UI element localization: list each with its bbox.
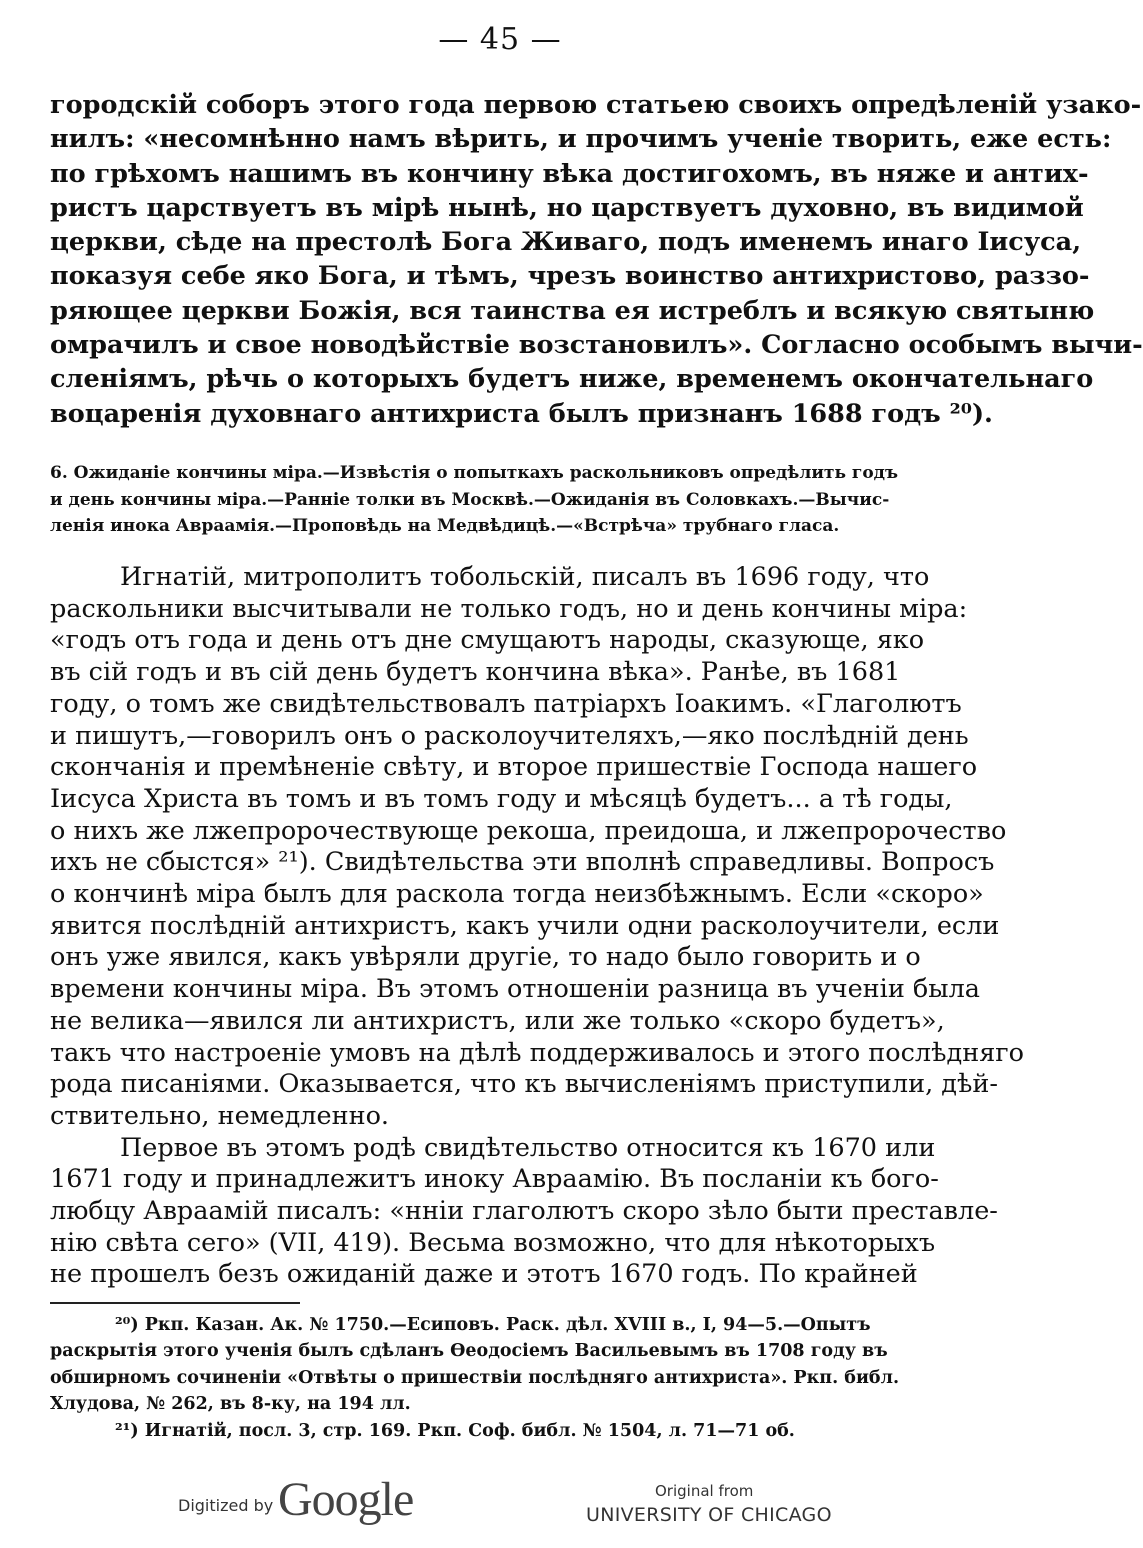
text-line: Іисуса Христа въ томъ и въ томъ году и мѣсяцѣ будетъ... а тѣ годы, [50, 783, 953, 814]
text-line: показуя себе яко Бога, и тѣмъ, чрезъ воинство антихристово, раззо- [50, 261, 1090, 292]
text-line: омрачилъ и свое новодѣйствіе возстановилъ». Согласно особымъ вычи- [50, 330, 1143, 361]
text-line: воцаренія духовнаго антихриста былъ признанъ 1688 годъ ²⁰). [50, 398, 993, 429]
text-line: рода писаніями. Оказывается, что къ вычисленіямъ приступили, дѣй- [50, 1069, 998, 1100]
text-line: о нихъ же лжепророчествующе рекоша, преидоша, и лжепророчество [50, 815, 1007, 846]
text-line: скончанія и премѣненіе свѣту, и второе пришествіе Господа нашего [50, 752, 978, 783]
text-line: городскій соборъ этого года первою статьею своихъ опредѣленій узако- [50, 90, 1142, 120]
text-line: и пишутъ,—говорилъ онъ о расколоучителяхъ,—яко послѣдній день [50, 720, 969, 751]
text-line: онъ уже явился, какъ увѣряли другіе, то надо было говорить и о [50, 942, 921, 973]
body-text [50, 562, 1025, 1291]
digitization-footer [0, 1470, 1000, 1540]
text-line: по грѣхомъ нашимъ въ кончину вѣка достигохомъ, въ няже и антих- [50, 158, 1089, 189]
heading-line: ленія инока Авраамія.—Проповѣдь на Медвѣдицѣ.—«Встрѣча» трубнаго гласа. [50, 516, 840, 536]
text-line: «годъ отъ года и день отъ дне смущаютъ народы, сказующе, яко [50, 625, 925, 656]
text-line: году, о томъ же свидѣтельствовалъ патріархъ Іоакимъ. «Глаголютъ [50, 688, 962, 719]
text-line: такъ что настроеніе умовъ на дѣлѣ поддерживалось и этого послѣдняго [50, 1037, 1025, 1068]
original-from-label: Original from [655, 1482, 754, 1500]
footnote-line: обширномъ сочиненіи «Отвѣты о пришествіи послѣдняго антихриста». Ркп. библ. [50, 1367, 900, 1388]
digitized-by-label: Digitized by [178, 1496, 274, 1515]
text-line: нилъ: «несомнѣнно намъ вѣрить, и прочимъ ученіе творить, еже есть: [50, 124, 1112, 155]
footnote-line: ²⁰) Ркп. Казан. Ак. № 1750.—Есиповъ. Раск. дѣл. XVIII в., I, 94—5.—Опытъ [115, 1315, 871, 1335]
heading-line: 6. Ожиданіе кончины міра.—Извѣстія о попыткахъ раскольниковъ опредѣлить годъ [50, 463, 899, 483]
text-line: Первое въ этомъ родѣ свидѣтельство относится къ 1670 или [120, 1132, 936, 1163]
page-number: — 45 — [438, 22, 562, 57]
text-line: не велика—явился ли антихристъ, или же только «скоро будетъ», [50, 1005, 945, 1036]
text-line: ристъ царствуетъ въ мірѣ нынѣ, но царствуетъ духовно, въ видимой [50, 192, 1084, 223]
text-line: нію свѣта сего» (VII, 419). Весьма возможно, что для нѣкоторыхъ [50, 1227, 936, 1258]
heading-line: и день кончины міра.—Ранніе толки въ Москвѣ.—Ожиданія въ Соловкахъ.—Вычис- [50, 489, 890, 510]
text-line: ряющее церкви Божія, вся таинства ея истреблъ и всякую святыню [50, 295, 1095, 326]
text-line: о кончинѣ міра былъ для раскола тогда неизбѣжнымъ. Если «скоро» [50, 879, 984, 910]
text-line: явится послѣдній антихристъ, какъ учили одни расколоучители, если [50, 910, 1000, 941]
google-logo: Google [278, 1473, 414, 1526]
university-label: UNIVERSITY OF CHICAGO [586, 1504, 832, 1526]
text-line: церкви, сѣде на престолѣ Бога Живаго, подъ именемъ инаго Іисуса, [50, 227, 1082, 258]
text-line: въ сій годъ и въ сій день будетъ кончина вѣка». Ранѣе, въ 1681 [50, 657, 901, 688]
text-line: ихъ не сбыстся» ²¹). Свидѣтельства эти вполнѣ справедливы. Вопросъ [50, 847, 995, 878]
text-line: Игнатій, митрополитъ тобольскій, писалъ въ 1696 году, что [120, 562, 930, 592]
footnote-line: Хлудова, № 262, въ 8-ку, на 194 лл. [50, 1394, 411, 1415]
text-line: времени кончины міра. Въ этомъ отношеніи разница въ ученіи была [50, 974, 980, 1005]
section-heading [50, 460, 899, 540]
footnote-line: раскрытія этого ученія былъ сдѣланъ Ѳеодосіемъ Васильевымъ въ 1708 году въ [50, 1341, 888, 1362]
footnote-line: ²¹) Игнатій, посл. 3, стр. 169. Ркп. Соф. библ. № 1504, л. 71—71 об. [115, 1420, 795, 1441]
footnote-divider [50, 1302, 300, 1304]
text-line: любцу Авраамій писалъ: «нніи глаголютъ скоро зѣло быти преставле- [50, 1196, 998, 1227]
text-line: раскольники высчитывали не только годъ, но и день кончины міра: [50, 593, 968, 624]
top-paragraph [50, 88, 1143, 431]
footnotes [50, 1312, 900, 1444]
text-line: сленіямъ, рѣчь о которыхъ будетъ ниже, временемъ окончательнаго [50, 364, 1094, 395]
text-line: 1671 году и принадлежитъ иноку Авраамію. Въ посланіи къ бого- [50, 1164, 939, 1195]
text-line: ствительно, немедленно. [50, 1100, 390, 1131]
text-line: не прошелъ безъ ожиданій даже и этотъ 1670 годъ. По крайней [50, 1259, 918, 1290]
